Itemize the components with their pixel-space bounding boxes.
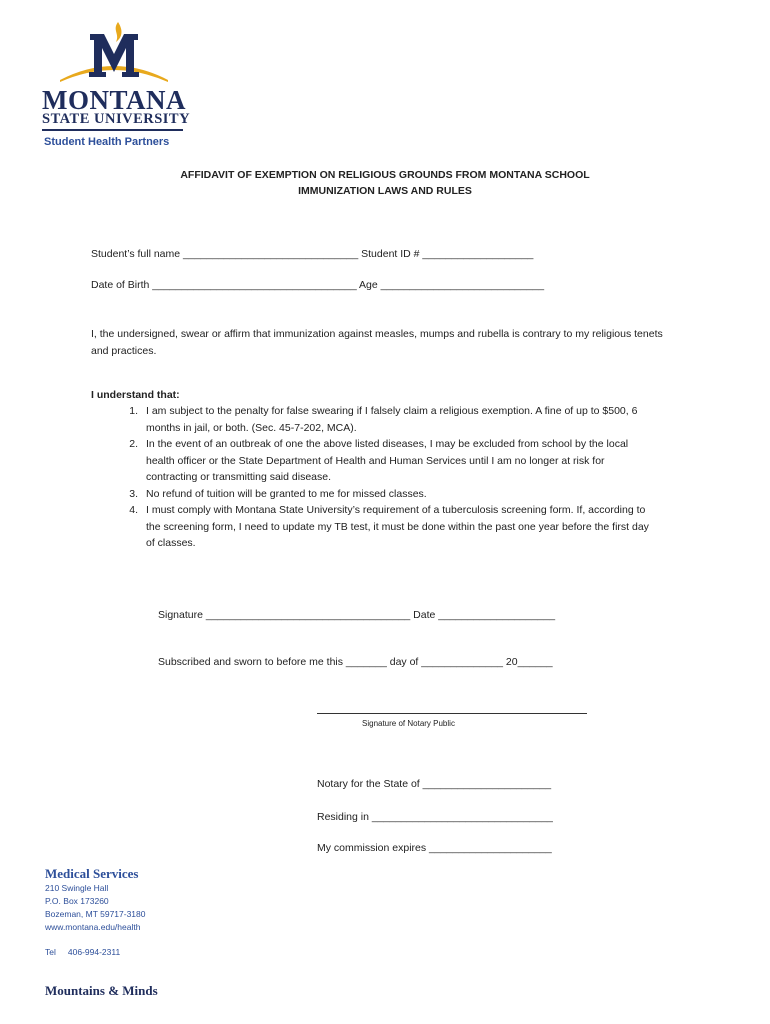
footer-address-line: 210 Swingle Hall bbox=[45, 883, 109, 893]
sworn-date-field[interactable]: Subscribed and sworn to before me this _______ day of ______________ 20______ bbox=[158, 656, 553, 668]
document-title-line-2: IMMUNIZATION LAWS AND RULES bbox=[298, 185, 472, 197]
footer-address-line: Bozeman, MT 59717-3180 bbox=[45, 909, 146, 919]
tel-label: Tel bbox=[45, 947, 56, 957]
msu-logo bbox=[42, 20, 187, 82]
affirmation-statement: I, the undersigned, swear or affirm that immunization against measles, mumps and rubella is contrary to my religious tenets and practices. bbox=[91, 328, 663, 357]
list-item: 1. I am subject to the penalty for false swearing if I falsely claim a religious exemption. A fine of up to $500, 6 months in jail, or both. (Sec. 45-7-202, MCA). bbox=[129, 405, 638, 434]
document-title-line-1: AFFIDAVIT OF EXEMPTION ON RELIGIOUS GROUNDS FROM MONTANA SCHOOL bbox=[180, 169, 590, 181]
understanding-list bbox=[98, 403, 658, 552]
logo-tagline: Student Health Partners bbox=[44, 136, 170, 148]
understand-heading: I understand that: bbox=[91, 389, 180, 401]
notary-residing-field[interactable]: Residing in _______________________________ bbox=[317, 811, 553, 823]
tel-number: 406-994-2311 bbox=[67, 947, 121, 957]
logo-subname: STATE UNIVERSITY bbox=[42, 111, 191, 127]
signature-date-field[interactable]: Signature ___________________________________ Date ____________________ bbox=[158, 609, 556, 621]
notary-signature-line[interactable] bbox=[317, 713, 587, 714]
footer-website-link[interactable]: www.montana.edu/health bbox=[45, 922, 141, 932]
footer-address-line: P.O. Box 173260 bbox=[45, 896, 109, 906]
footer-motto: Mountains & Minds bbox=[45, 983, 158, 998]
notary-state-field[interactable]: Notary for the State of ______________________ bbox=[317, 778, 552, 790]
notary-expires-field[interactable]: My commission expires _____________________ bbox=[317, 842, 552, 854]
list-item: 4. I must comply with Montana State University’s requirement of a tuberculosis screening form. If, according to the screening form, I need to update my TB test, it must be done within the past one year before the first day of classes. bbox=[129, 504, 649, 549]
list-item: 2. In the event of an outbreak of one the above listed diseases, I may be excluded from school by the local health officer or the State Department of Health and Human Services until I am no longer at risk for contracting or transmitting said disease. bbox=[129, 438, 629, 483]
logo-wordmark: MONTANA bbox=[42, 85, 186, 115]
msu-m-mark-icon bbox=[42, 20, 187, 84]
logo-divider bbox=[42, 129, 183, 131]
footer-telephone bbox=[45, 947, 120, 957]
student-name-id-field[interactable]: Student’s full name ______________________________ Student ID # ___________________ bbox=[91, 248, 534, 260]
list-item: 3. No refund of tuition will be granted to me for missed classes. bbox=[129, 487, 427, 500]
notary-signature-caption: Signature of Notary Public bbox=[362, 719, 455, 728]
dob-age-field[interactable]: Date of Birth ___________________________________ Age ____________________________ bbox=[91, 279, 545, 291]
footer-heading: Medical Services bbox=[45, 866, 139, 881]
